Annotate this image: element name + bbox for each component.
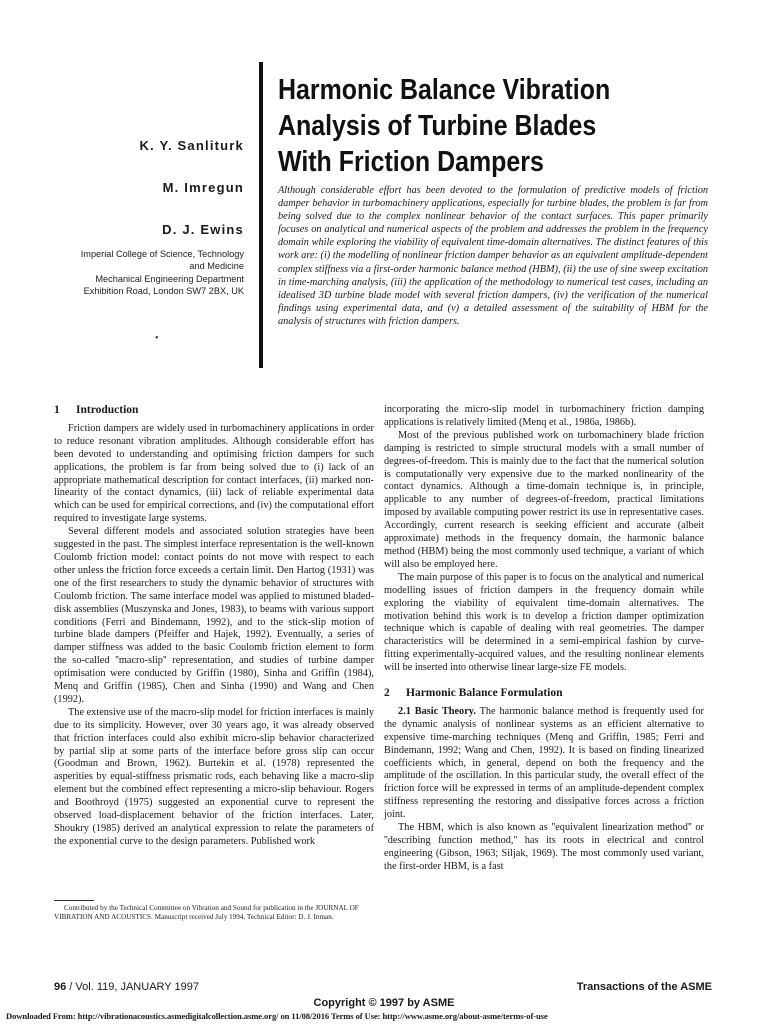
page-number: 96: [54, 981, 67, 993]
basic-theory-paragraph: [384, 706, 704, 822]
abstract: Although considerable effort has been devoted to the formulation of predictive models of friction damper behavior in turbomachinery applications, especially for turbine blades, the problem is far from being solved due to the complex nonlinear behavior of the contact surfaces. This paper primarily focuses on analytical and numerical aspects of the problem and addresses the problem in the frequency domain while exploring the viability of equivalent time-domain alternatives. The distinct features of this work are: (i) the modelling of nonlinear friction damper behavior as an equivalent amplitude-dependent complex stiffness via a first-order harmonic balance method (HBM), (ii) the use of sine sweep excitation in time-marching analysis, (iii) the application of the methodology to numerical test cases, including an idealised 3D turbine blade model with several friction dampers, (iv) the verification of the numerical findings using experimental data, and (v) a detailed assessment of the suitability of HBM for the analysis of structures with friction dampers.: [278, 185, 709, 327]
section-2-number: 2: [384, 687, 390, 700]
download-notice: Downloaded From: http://vibrationacoustics.asmedigitalcollection.asme.org/ on 11/08/2016 Terms of Use: http://www.asme.org/about-asme/terms-of-use: [6, 1011, 548, 1021]
title-line-2: Analysis of Turbine Blades: [278, 110, 597, 142]
copyright-notice: Copyright © 1997 by ASME: [313, 997, 455, 1009]
section-2-title: Harmonic Balance Formulation: [406, 687, 563, 700]
volume-issue: / Vol. 119, JANUARY 1997: [66, 981, 199, 993]
footnote-rule: [54, 900, 94, 901]
page-footer-left: [54, 981, 199, 993]
section-1-title: Introduction: [76, 404, 139, 416]
subsection-2-1-text: The harmonic balance method is frequently used for the dynamic analysis of nonlinear systems as an efficient alternative to expensive time-marching techniques (Menq and Griffin, 1985; Ferri and Bindemann, 1992; Wang and Chen, 1992). It is based on finding linearized coefficients which, in general, depend on both the frequency and the amplitude of the oscillation. In this particular study, the overall effect of the friction force will be expressed in terms of an amplitude-dependent complex stiffness representing the restoring and dissipative forces across a friction joint.: [384, 705, 704, 821]
subsection-2-1-label: 2.1 Basic Theory.: [398, 705, 476, 717]
affiliation-line-3: Mechanical Engineering Department: [95, 273, 244, 284]
title-line-3: With Friction Dampers: [278, 146, 544, 178]
right-paragraph-1: Most of the previous published work on turbomachinery blade friction damping is restricted to simple structural models with a small number of degrees-of-freedom. This is mainly due to the fact that the numerical solution is computationally very expensive due to the marked nonlinearity of the contact dynamics. Although a time-domain technique is, in principle, applicable to any number of degrees-of-freedom, practical limitations imposed by available computing power restrict its use in representative cases. Accordingly, current research is seeking efficient and accurate (albeit approximate) methods in the frequency domain, the harmonic balance method (HBM) being the most commonly used technique, a variant of which will also be employed here.: [384, 429, 704, 570]
author-2: M. Imregun: [162, 180, 244, 195]
left-column: [54, 404, 374, 849]
author-1: K. Y. Sanliturk: [139, 138, 244, 153]
intro-paragraph-1: Friction dampers are widely used in turbomachinery applications in order to reduce resonant vibration amplitudes. Although considerable effort has been devoted to understanding and optimising friction dampers for such applications, the problem is far from being solved due to (i) lack of an appropriate mathematical description for contact interfaces, (ii) marked non-linearity of the contact dynamics, (iii) lack of reliable experimental data which can be used for empirical corrections, and (iv) the computational effort required to investigate large systems.: [54, 422, 374, 525]
affiliation: [81, 248, 244, 298]
intro-paragraph-3: The extensive use of the macro-slip model for friction interfaces is mainly due to its simplicity. However, over 30 years ago, it was already observed that friction interfaces could also exhibit micro-slip behavior characterized by partial slip at some parts of the interface before gross slip can occur (Goodman and Brown, 1962). Burtekin et al. (1978) represented the asperities by equal-stiffness prismatic rods, each behaving like a macro-slip element but the combined effect representing a micro-slip behaviour. Rogers and Boothroyd (1975) suggested an exponential curve to represent the observed load-displacement behavior of the friction interfaces. Later, Shoukry (1985) derived an analytical expression to relate the parameters of the exponential curve to the design parameters. Published work: [54, 706, 374, 847]
continuation-paragraph: incorporating the micro-slip model in turbomachinery friction damping applications is relatively limited (Menq et al., 1986a, 1986b).: [384, 404, 704, 428]
affiliation-line-2: and Medicine: [189, 261, 244, 272]
journal-name: Transactions of the ASME: [576, 981, 712, 993]
header-vertical-rule: [259, 62, 263, 368]
footnote: Contributed by the Technical Committee on Vibration and Sound for publication in the JOURNAL OF VIBRATION AND ACOUSTICS. Manuscript received July 1994. Technical Editor: D. J. Inman.: [54, 904, 359, 921]
paper-title: [278, 72, 674, 180]
right-paragraph-2: The main purpose of this paper is to focus on the analytical and numerical modelling issues of friction dampers in the frequency domain while exploring the viability of equivalent time-domain alternatives. The motivation behind this work is to develop a friction damper optimization technique which is capable of dealing with real geometries. The damper characteristics will be determined in a semi-empirical fashion by curve-fitting experimentally-acquired values, and the resulting nonlinear elements will be inserted into otherwise linear large-size FE models.: [384, 571, 704, 674]
intro-paragraph-2: Several different models and associated solution strategies have been suggested in the past. The simplest interface representation is the well-known Coulomb friction model: contact points do not move with respect to each other unless the friction force exceeds a certain limit. Den Hartog (1931) was one of the first researchers to study the dynamic behavior of structures with Coulomb friction. The same interface model was applied to mistuned bladed-disk assemblies (Muszynska and Jones, 1983), to beams with various support conditions (Ferri and Bindemann, 1992), and to the stick-slip motion of turbine blade dampers (Pfeiffer and Hajek, 1992). Eventually, a series of damper stiffness was added to the basic Coulomb friction element to form the so-called ''macro-slip'' representation, and studies of turbine damper optimisation were conducted by Griffin (1980), Sinha and Griffin (1984), Menq and Griffin (1985), Chen and Sinha (1990) and Wang and Chen (1992).: [54, 526, 374, 705]
affiliation-line-4: Exhibition Road, London SW7 2BX, UK: [83, 286, 244, 297]
title-line-1: Harmonic Balance Vibration: [278, 74, 611, 106]
right-column: [384, 404, 704, 874]
section-1-heading: [54, 404, 374, 417]
section-2-heading: [384, 687, 704, 700]
stray-mark: •: [155, 333, 159, 344]
section-1-number: 1: [54, 404, 60, 416]
affiliation-line-1: Imperial College of Science, Technology: [80, 249, 244, 259]
author-list: [140, 138, 244, 264]
hbm-paragraph: The HBM, which is also known as ''equivalent linearization method'' or ''describing function method,'' has its roots in electrical and control engineering (Gibson, 1963; Siljak, 1969). The most commonly used variant, the first-order HBM, is a fast: [384, 822, 704, 872]
author-3: D. J. Ewins: [162, 222, 244, 237]
